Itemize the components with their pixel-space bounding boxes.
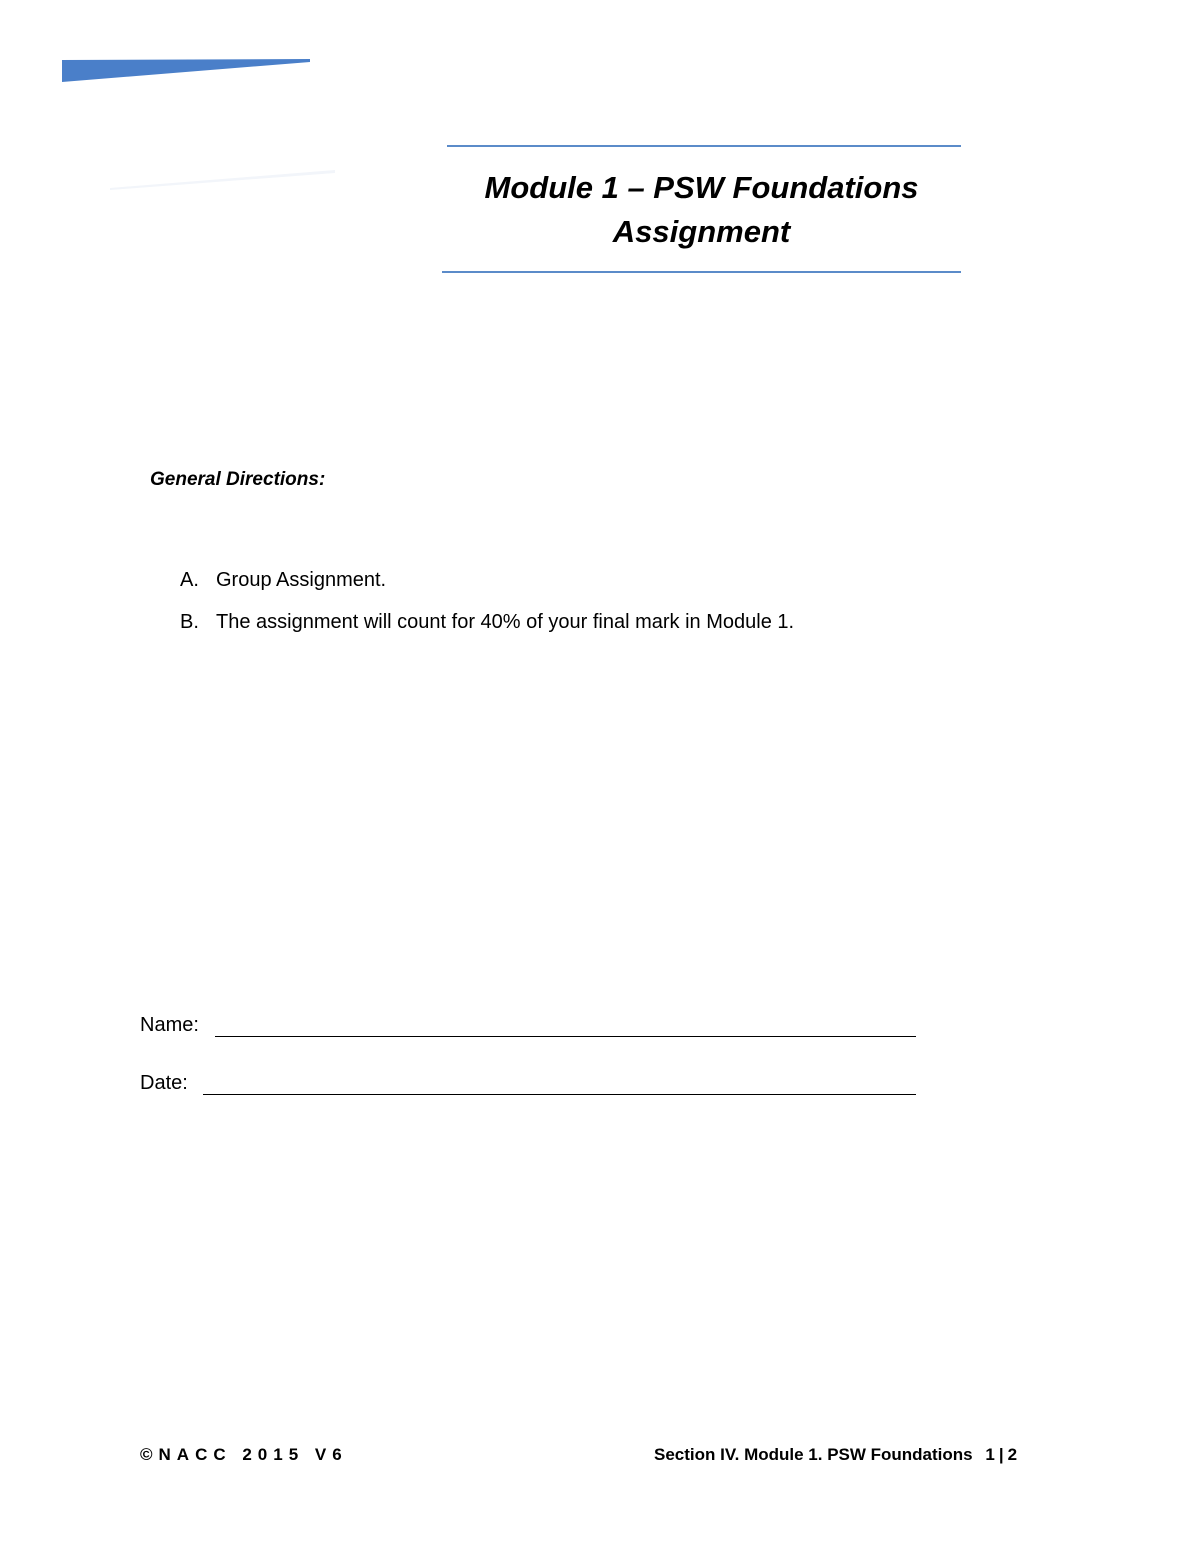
list-marker: B. bbox=[180, 611, 199, 633]
footer-page-number: 1 bbox=[985, 1445, 995, 1464]
title-rule-top bbox=[447, 145, 961, 147]
faint-stripe-decoration bbox=[110, 168, 340, 192]
footer-page-total: 2 bbox=[1007, 1445, 1018, 1464]
title-rule-bottom bbox=[442, 271, 961, 273]
header-stripe-decoration bbox=[62, 58, 312, 84]
footer-page-separator: | bbox=[998, 1445, 1004, 1464]
page-title bbox=[442, 166, 961, 254]
name-field-line[interactable] bbox=[215, 1036, 916, 1037]
title-line-1: Module 1 – PSW Foundations bbox=[484, 170, 919, 205]
date-label: Date: bbox=[140, 1072, 188, 1094]
footer-section-text: Section IV. Module 1. PSW Foundations bbox=[654, 1445, 973, 1464]
name-label: Name: bbox=[140, 1014, 199, 1036]
date-field-line[interactable] bbox=[203, 1094, 916, 1095]
list-marker: A. bbox=[180, 569, 199, 591]
list-item-text: Group Assignment. bbox=[216, 569, 387, 591]
footer-section bbox=[654, 1445, 1017, 1465]
general-directions-heading: General Directions: bbox=[150, 469, 326, 490]
footer-copyright: ©NACC 2015 V6 bbox=[140, 1445, 348, 1464]
list-item-text: The assignment will count for 40% of your final mark in Module 1. bbox=[216, 611, 795, 633]
title-line-2: Assignment bbox=[612, 214, 791, 249]
